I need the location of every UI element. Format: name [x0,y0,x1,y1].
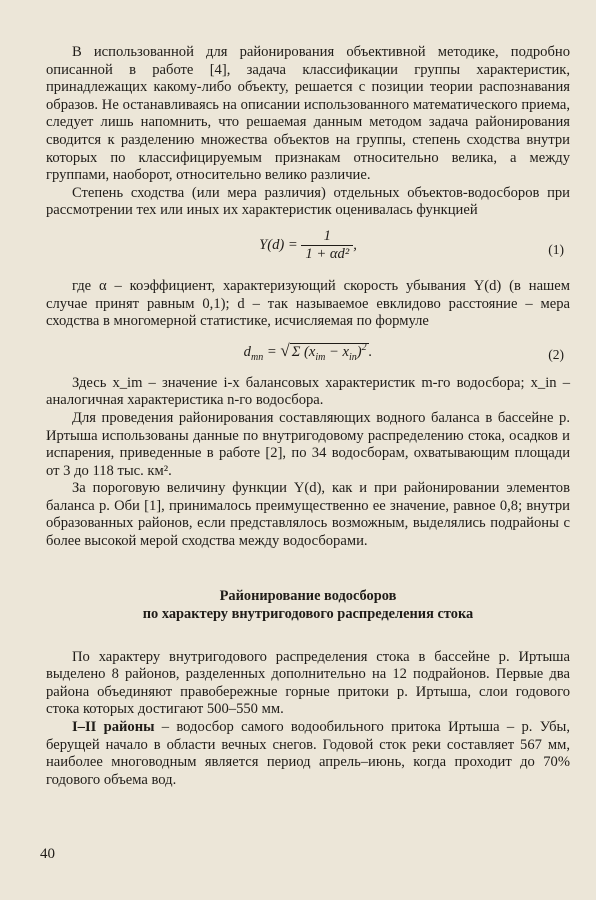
formula-1-number: (1) [548,241,564,257]
section-heading-line-1: Районирование водосборов [219,587,397,604]
formula-2-tail: . [368,343,373,360]
formula-2-root-argument: Σ $(x_{im} - x_{in})^2$ [291,341,367,363]
section-heading-line-2: по характеру внутригодового распределения стока [142,605,474,622]
formula-2-number: (2) [548,346,564,362]
formula-2-eq: = [263,343,281,360]
paragraph-similarity: Степень сходства (или мера различия) отдельных объектов-водосборов при рассмотрении тех или иных их характеристик оценивалась функцией [46,184,570,219]
formula-1-tail: , [353,236,357,253]
formula-1-lhs: Y(d) = [259,236,298,253]
formula-2-lhs-sub: mn [250,351,264,363]
paragraph-threshold: За пороговую величину функции Y(d), как и при районировании элементов баланса р. Оби [1], принималось преимущественно ее значение, равное 0,8; внутри образованных районов, если представлялось возможным, выделялись подрайоны с более высокой мерой сходства между водосборами. [46,480,570,550]
paragraph-coefficient: где α – коэффициент, характеризующий скорость убывания Y(d) (в нашем случае принят равным 0,1); d – так называемое евклидово расстояние – мера сходства в многомерной статистике, исчисляемая по формуле [46,277,570,330]
section-heading [46,587,570,623]
region-1-2-label: I–II районы [72,719,155,736]
page-number: 40 [40,846,55,862]
formula-2-root-sign: √ [280,340,290,360]
formula-1 [46,228,570,278]
formula-1-numerator: 1 [323,227,331,244]
formula-1-denominator: 1 + αd² [301,245,353,263]
region-1-2-text: – водосбор самого водообильного притока Иртыша – р. Убы, берущей начало в области вечных снегов. Годовой сток реки составляет 567 мм, наиболее многоводным является период апрель–июнь, когда проходит до 70% годового объема вод. [46,719,570,788]
formula-1-fraction [301,228,353,263]
paragraph-region-1-2 [46,719,570,789]
formula-2-lhs: d [243,343,251,360]
formula-2-root [280,341,368,363]
paragraph-method: В использованной для районирования объективной методике, подробно описанной в работе [4], задача классификации группы характеристик, принадлежащих какому-либо объекту, решается с позиции теории распознавания образов. Не останавливаясь на описании использованного математического приема, следует лишь напомнить, что решаемая данным методом задача районирования сводится к разделению множества объектов на группы, степень сходства внутри которых по классифицируемым признакам относительно велика, а между группами, наоборот, относительно велико различие. [46,44,570,184]
paragraph-data-sources: Для проведения районирования составляющих водного баланса в бассейне р. Иртыша использованы данные по внутригодовому распределению стока, осадков и испарения, приведенные в работе [2], по 34 водосборам, охватывающим площади от 3 до 118 тыс. км². [46,409,570,479]
paragraph-variables: Здесь x_im – значение i-х балансовых характеристик m-го водосбора; x_in – аналогичная характеристика n-го водосбора. [46,374,570,409]
paragraph-regions: По характеру внутригодового распределения стока в бассейне р. Иртыша выделено 8 районов, разделенных дополнительно на 12 подрайонов. Первые два района объединяют правобережные горные притоки р. Иртыша, слои годового стока которых достигают 500–550 мм. [46,648,570,718]
formula-2 [46,341,570,375]
